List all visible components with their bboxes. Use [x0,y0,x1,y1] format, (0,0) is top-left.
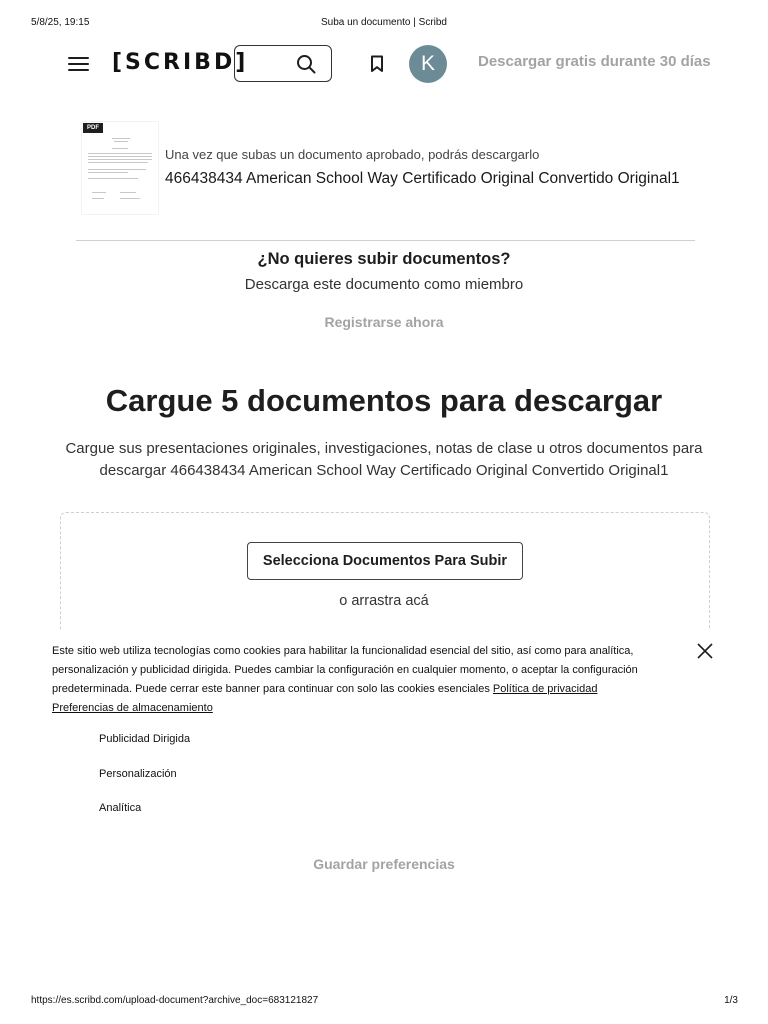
close-icon[interactable] [696,642,714,660]
free-trial-link[interactable]: Descargar gratis durante 30 días [478,53,711,70]
pdf-badge: PDF [83,123,103,133]
pref-analytics[interactable]: Analítica [99,802,142,814]
upload-description: Cargue sus presentaciones originales, investigaciones, notas de clase u otros documentos para descargar 466438434 American School Way Certificado Original Convertido Original1 [65,440,703,479]
search-icon[interactable] [296,54,316,74]
search-input[interactable] [234,45,332,82]
upload-heading: Cargue 5 documentos para descargar [105,383,663,418]
menu-icon[interactable] [68,56,90,72]
register-link[interactable]: Registrarse ahora [324,314,444,330]
document-title: 466438434 American School Way Certificado Original Convertido Original1 [165,170,680,187]
cookie-message [52,642,672,718]
print-page-title: Suba un documento | Scribd [320,17,447,28]
print-page-number: 1/3 [724,995,738,1006]
section-divider [76,240,695,241]
document-thumbnail [82,122,158,214]
print-url: https://es.scribd.com/upload-document?archive_doc=683121827 [31,995,319,1006]
select-documents-button[interactable]: Selecciona Documentos Para Subir [247,542,523,580]
print-date: 5/8/25, 19:15 [31,17,90,28]
document-subtitle: Una vez que subas un documento aprobado, podrás descargarlo [165,147,540,162]
member-heading: ¿No quieres subir documentos? [257,250,511,268]
pref-personalization[interactable]: Personalización [99,768,177,780]
top-navbar [0,40,768,88]
scribd-logo[interactable]: [SCRIBD] [112,50,249,75]
storage-preferences-link[interactable]: Preferencias de almacenamiento [52,702,213,714]
drag-hint: o arrastra acá [339,593,429,609]
pref-targeted-ads[interactable]: Publicidad Dirigida [99,733,191,745]
privacy-policy-link[interactable]: Política de privacidad [492,683,598,695]
user-avatar[interactable]: K [409,45,447,83]
cookie-banner [0,630,768,890]
save-preferences-button[interactable]: Guardar preferencias [313,856,455,872]
member-subheading: Descarga este documento como miembro [244,276,524,293]
cookie-text: Este sitio web utiliza tecnologías como cookies para habilitar la funcionalidad esencial del sitio, así como para analítica, personalización y publicidad dirigida. Puedes cambiar la configuración en cualquier momento, o aceptar la configuración predeterminada. Puede cerrar este banner para continuar con solo las cookies esenciales [52,645,638,695]
bookmark-icon[interactable] [369,55,385,73]
